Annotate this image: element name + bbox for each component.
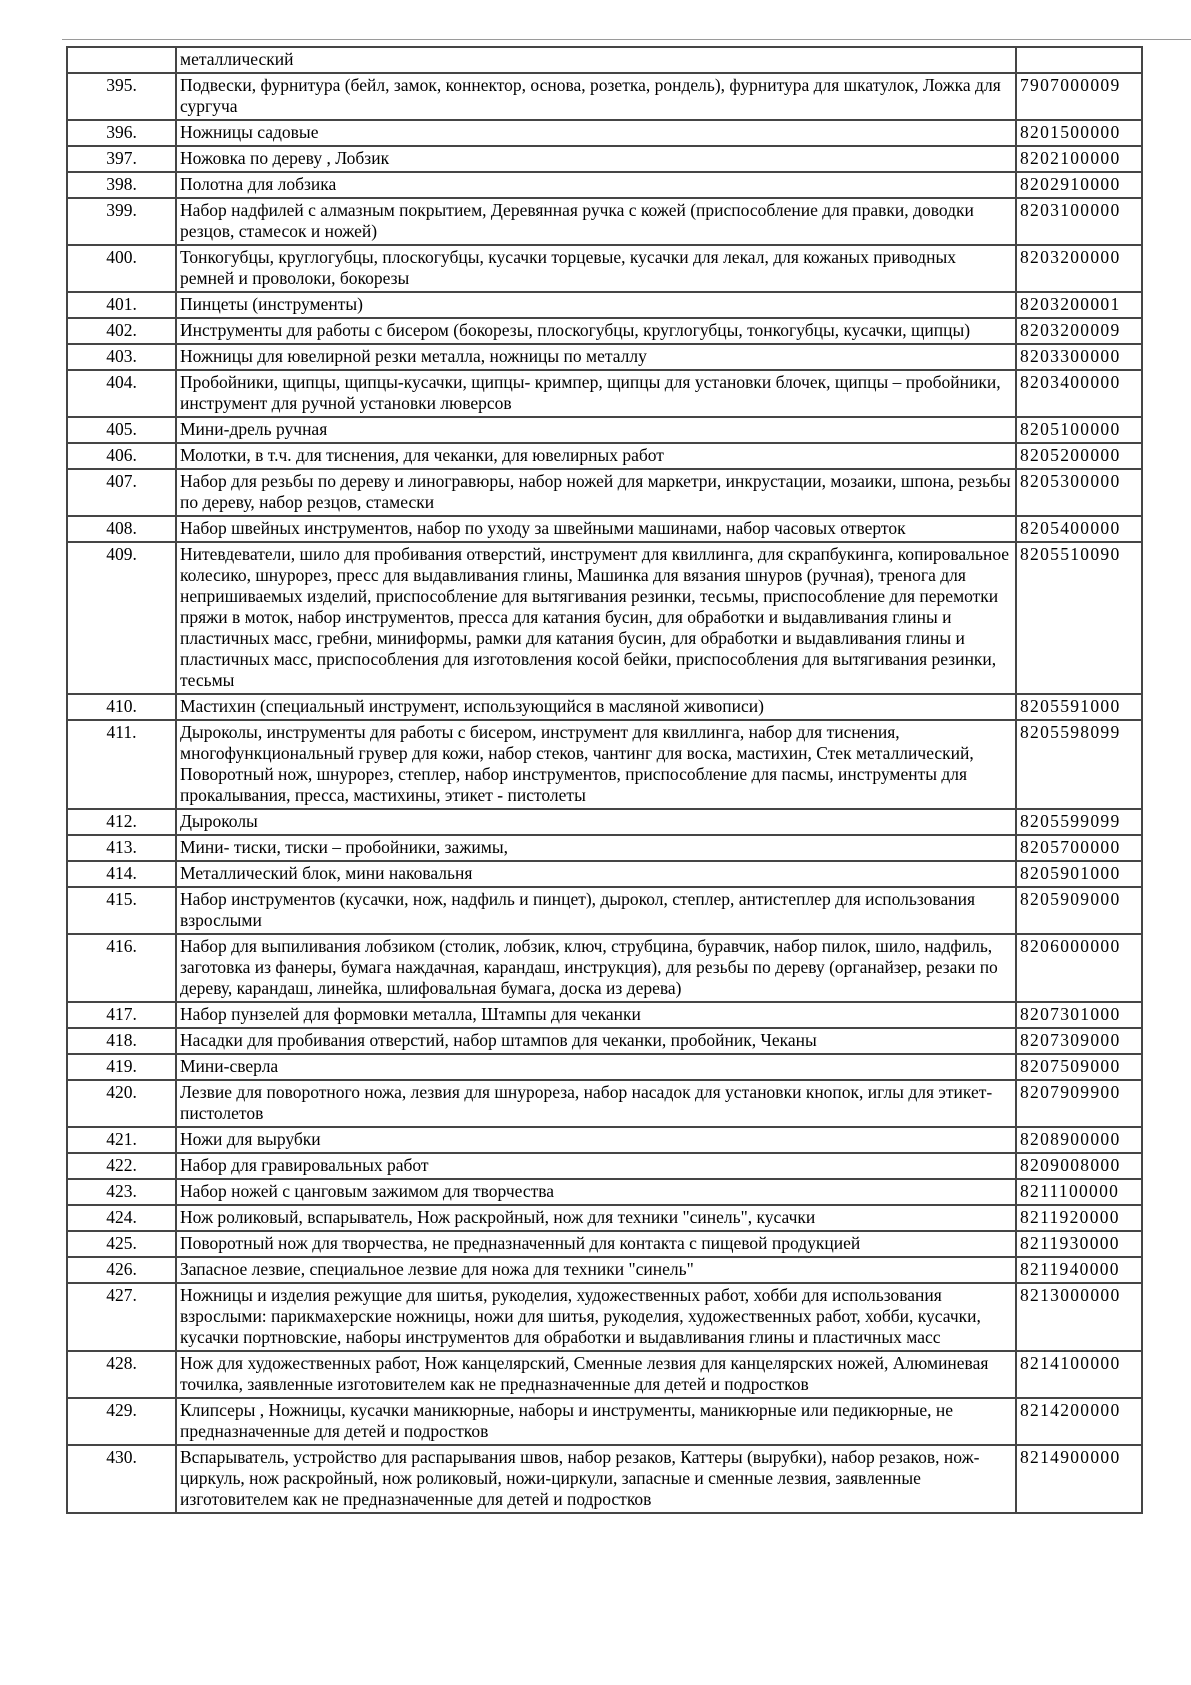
table-row	[67, 934, 1142, 1002]
code-cell: 8205400000	[1016, 516, 1142, 542]
row-number-cell: 397.	[67, 146, 176, 172]
table-row	[67, 1054, 1142, 1080]
code-cell: 8205909000	[1016, 887, 1142, 934]
table-row	[67, 809, 1142, 835]
code-cell: 8207309000	[1016, 1028, 1142, 1054]
description-cell: Инструменты для работы с бисером (бокорезы, плоскогубцы, круглогубцы, тонкогубцы, кусачки, щипцы)	[176, 318, 1016, 344]
table-row	[67, 1351, 1142, 1398]
table-row	[67, 516, 1142, 542]
description-cell: Набор для выпиливания лобзиком (столик, лобзик, ключ, струбцина, буравчик, набор пилок, шило, надфиль, заготовка из фанеры, бумага наждачная, карандаш, инструкция), для резьбы по дереву (органайзер, резаки по дереву, карандаш, линейка, шлифовальная бумага, доска из дерева)	[176, 934, 1016, 1002]
description-cell: Набор инструментов (кусачки, нож, надфиль и пинцет), дырокол, степлер, антистеплер для использования взрослыми	[176, 887, 1016, 934]
row-number-cell: 422.	[67, 1153, 176, 1179]
table-row	[67, 370, 1142, 417]
code-cell: 8211920000	[1016, 1205, 1142, 1231]
description-cell: металлический	[176, 47, 1016, 73]
code-cell	[1016, 47, 1142, 73]
table-body	[67, 47, 1142, 1513]
table-row	[67, 1283, 1142, 1351]
code-cell: 8207909900	[1016, 1080, 1142, 1127]
code-cell: 8203200000	[1016, 245, 1142, 292]
table-row	[67, 1231, 1142, 1257]
table-row	[67, 1080, 1142, 1127]
description-cell: Поворотный нож для творчества, не предназначенный для контакта с пищевой продукцией	[176, 1231, 1016, 1257]
description-cell: Набор ножей с цанговым зажимом для творчества	[176, 1179, 1016, 1205]
code-cell: 8205300000	[1016, 469, 1142, 516]
code-cell: 8205100000	[1016, 417, 1142, 443]
row-number-cell: 409.	[67, 542, 176, 694]
table-row	[67, 1127, 1142, 1153]
table-row	[67, 198, 1142, 245]
description-cell: Пробойники, щипцы, щипцы-кусачки, щипцы- кримпер, щипцы для установки блочек, щипцы – пробойники, инструмент для ручной установки люверсов	[176, 370, 1016, 417]
code-cell: 8203100000	[1016, 198, 1142, 245]
description-cell: Ножовка по дереву , Лобзик	[176, 146, 1016, 172]
row-number-cell: 404.	[67, 370, 176, 417]
row-number-cell: 415.	[67, 887, 176, 934]
table-row	[67, 1179, 1142, 1205]
code-cell: 8205599099	[1016, 809, 1142, 835]
table-row	[67, 344, 1142, 370]
row-number-cell: 396.	[67, 120, 176, 146]
table-row	[67, 861, 1142, 887]
table-row	[67, 887, 1142, 934]
code-cell: 7907000009	[1016, 73, 1142, 120]
code-cell: 8211940000	[1016, 1257, 1142, 1283]
row-number-cell: 406.	[67, 443, 176, 469]
description-cell: Тонкогубцы, круглогубцы, плоскогубцы, кусачки торцевые, кусачки для лекал, для кожаных приводных ремней и проволоки, бокорезы	[176, 245, 1016, 292]
row-number-cell: 427.	[67, 1283, 176, 1351]
description-cell: Ножницы садовые	[176, 120, 1016, 146]
code-cell: 8202100000	[1016, 146, 1142, 172]
table-row	[67, 417, 1142, 443]
description-cell: Набор швейных инструментов, набор по уходу за швейными машинами, набор часовых отверток	[176, 516, 1016, 542]
table-row	[67, 835, 1142, 861]
table-row	[67, 1002, 1142, 1028]
row-number-cell: 399.	[67, 198, 176, 245]
goods-codes-table	[66, 46, 1143, 1514]
description-cell: Пинцеты (инструменты)	[176, 292, 1016, 318]
row-number-cell: 425.	[67, 1231, 176, 1257]
description-cell: Насадки для пробивания отверстий, набор штампов для чеканки, пробойник, Чеканы	[176, 1028, 1016, 1054]
code-cell: 8213000000	[1016, 1283, 1142, 1351]
table-row	[67, 1398, 1142, 1445]
description-cell: Нитевдеватели, шило для пробивания отверстий, инструмент для квиллинга, для скрапбукинга, копировальное колесико, шнурорез, пресс для выдавливания глины, Машинка для вязания шнуров (ручная), тренога для непришиваемых изделий, приспособление для вытягивания резинки, тесьмы, приспособление для перемотки пряжи в моток, набор инструментов, пресса для катания бусин, для обработки и выдавливания глины и пластичных масс, гребни, миниформы, рамки для катания бусин, для обработки и выдавливания глины и пластичных масс, приспособления для изготовления косой бейки, приспособления для вытягивания резинки, тесьмы	[176, 542, 1016, 694]
row-number-cell: 400.	[67, 245, 176, 292]
description-cell: Дыроколы, инструменты для работы с бисером, инструмент для квиллинга, набор для тиснения, многофункциональный грувер для кожи, набор стеков, чантинг для воска, мастихин, Стек металлический, Поворотный нож, шнурорез, степлер, набор инструментов, приспособление для пасмы, инструменты для прокалывания, пресса, мастихины, этикет - пистолеты	[176, 720, 1016, 809]
code-cell: 8206000000	[1016, 934, 1142, 1002]
row-number-cell: 412.	[67, 809, 176, 835]
code-cell: 8211100000	[1016, 1179, 1142, 1205]
table-row	[67, 245, 1142, 292]
description-cell: Ножницы и изделия режущие для шитья, рукоделия, художественных работ, хобби для использования взрослыми: парикмахерские ножницы, ножи для шитья, рукоделия, художественных работ, хобби, кусачки, кусачки портновские, наборы инструментов для обработки и выдавливания глины и пластичных масс	[176, 1283, 1016, 1351]
description-cell: Клипсеры , Ножницы, кусачки маникюрные, наборы и инструменты, маникюрные или педикюрные, не предназначенные для детей и подростков	[176, 1398, 1016, 1445]
table-row	[67, 47, 1142, 73]
description-cell: Набор пунзелей для формовки металла, Штампы для чеканки	[176, 1002, 1016, 1028]
row-number-cell: 416.	[67, 934, 176, 1002]
table-row	[67, 1445, 1142, 1513]
row-number-cell: 423.	[67, 1179, 176, 1205]
code-cell: 8207509000	[1016, 1054, 1142, 1080]
description-cell: Мини-дрель ручная	[176, 417, 1016, 443]
description-cell: Набор для гравировальных работ	[176, 1153, 1016, 1179]
code-cell: 8214100000	[1016, 1351, 1142, 1398]
row-number-cell: 418.	[67, 1028, 176, 1054]
row-number-cell: 413.	[67, 835, 176, 861]
row-number-cell: 405.	[67, 417, 176, 443]
row-number-cell: 426.	[67, 1257, 176, 1283]
row-number-cell: 428.	[67, 1351, 176, 1398]
table-row	[67, 1028, 1142, 1054]
table-row	[67, 172, 1142, 198]
table-row	[67, 1205, 1142, 1231]
row-number-cell: 411.	[67, 720, 176, 809]
row-number-cell: 417.	[67, 1002, 176, 1028]
row-number-cell: 419.	[67, 1054, 176, 1080]
code-cell: 8208900000	[1016, 1127, 1142, 1153]
code-cell: 8205901000	[1016, 861, 1142, 887]
description-cell: Подвески, фурнитура (бейл, замок, коннектор, основа, розетка, рондель), фурнитура для шкатулок, Ложка для сургуча	[176, 73, 1016, 120]
description-cell: Мастихин (специальный инструмент, использующийся в масляной живописи)	[176, 694, 1016, 720]
code-cell: 8214200000	[1016, 1398, 1142, 1445]
row-number-cell: 421.	[67, 1127, 176, 1153]
description-cell: Мини- тиски, тиски – пробойники, зажимы,	[176, 835, 1016, 861]
description-cell: Молотки, в т.ч. для тиснения, для чеканки, для ювелирных работ	[176, 443, 1016, 469]
description-cell: Набор для резьбы по дереву и линогравюры, набор ножей для маркетри, инкрустации, мозаики, шпона, резьбы по дереву, набор резцов, стамески	[176, 469, 1016, 516]
row-number-cell: 408.	[67, 516, 176, 542]
table-row	[67, 542, 1142, 694]
code-cell: 8203200009	[1016, 318, 1142, 344]
code-cell: 8209008000	[1016, 1153, 1142, 1179]
row-number-cell: 402.	[67, 318, 176, 344]
row-number-cell: 395.	[67, 73, 176, 120]
code-cell: 8214900000	[1016, 1445, 1142, 1513]
table-row	[67, 73, 1142, 120]
code-cell: 8211930000	[1016, 1231, 1142, 1257]
table-row	[67, 694, 1142, 720]
table-row	[67, 443, 1142, 469]
description-cell: Запасное лезвие, специальное лезвие для ножа для техники "синель"	[176, 1257, 1016, 1283]
code-cell: 8205200000	[1016, 443, 1142, 469]
table-row	[67, 120, 1142, 146]
code-cell: 8203300000	[1016, 344, 1142, 370]
table-row	[67, 1153, 1142, 1179]
row-number-cell: 398.	[67, 172, 176, 198]
description-cell: Лезвие для поворотного ножа, лезвия для шнурореза, набор насадок для установки кнопок, иглы для этикет-пистолетов	[176, 1080, 1016, 1127]
table-row	[67, 1257, 1142, 1283]
table-row	[67, 720, 1142, 809]
table-row	[67, 469, 1142, 516]
table-row	[67, 318, 1142, 344]
table-row	[67, 292, 1142, 318]
row-number-cell: 430.	[67, 1445, 176, 1513]
description-cell: Дыроколы	[176, 809, 1016, 835]
description-cell: Ножницы для ювелирной резки металла, ножницы по металлу	[176, 344, 1016, 370]
code-cell: 8205700000	[1016, 835, 1142, 861]
code-cell: 8205598099	[1016, 720, 1142, 809]
row-number-cell: 429.	[67, 1398, 176, 1445]
description-cell: Мини-сверла	[176, 1054, 1016, 1080]
code-cell: 8205591000	[1016, 694, 1142, 720]
row-number-cell	[67, 47, 176, 73]
code-cell: 8203200001	[1016, 292, 1142, 318]
code-cell: 8203400000	[1016, 370, 1142, 417]
description-cell: Ножи для вырубки	[176, 1127, 1016, 1153]
row-number-cell: 424.	[67, 1205, 176, 1231]
row-number-cell: 410.	[67, 694, 176, 720]
description-cell: Нож для художественных работ, Нож канцелярский, Сменные лезвия для канцелярских ножей, Алюминевая точилка, заявленные изготовителем как не предназначенные для детей и подростков	[176, 1351, 1016, 1398]
description-cell: Вспарыватель, устройство для распарывания швов, набор резаков, Каттеры (вырубки), набор резаков, нож-циркуль, нож раскройный, нож роликовый, ножи-циркули, запасные и сменные лезвия, заявленные изготовителем как не предназначенные для детей и подростков	[176, 1445, 1016, 1513]
row-number-cell: 403.	[67, 344, 176, 370]
description-cell: Нож роликовый, вспарыватель, Нож раскройный, нож для техники "синель", кусачки	[176, 1205, 1016, 1231]
code-cell: 8205510090	[1016, 542, 1142, 694]
code-cell: 8207301000	[1016, 1002, 1142, 1028]
row-number-cell: 414.	[67, 861, 176, 887]
code-cell: 8201500000	[1016, 120, 1142, 146]
table-row	[67, 146, 1142, 172]
row-number-cell: 420.	[67, 1080, 176, 1127]
description-cell: Полотна для лобзика	[176, 172, 1016, 198]
row-number-cell: 401.	[67, 292, 176, 318]
description-cell: Набор надфилей с алмазным покрытием, Деревянная ручка с кожей (приспособление для правки, доводки резцов, стамесок и ножей)	[176, 198, 1016, 245]
row-number-cell: 407.	[67, 469, 176, 516]
page-top-rule	[62, 39, 1191, 40]
description-cell: Металлический блок, мини наковальня	[176, 861, 1016, 887]
code-cell: 8202910000	[1016, 172, 1142, 198]
